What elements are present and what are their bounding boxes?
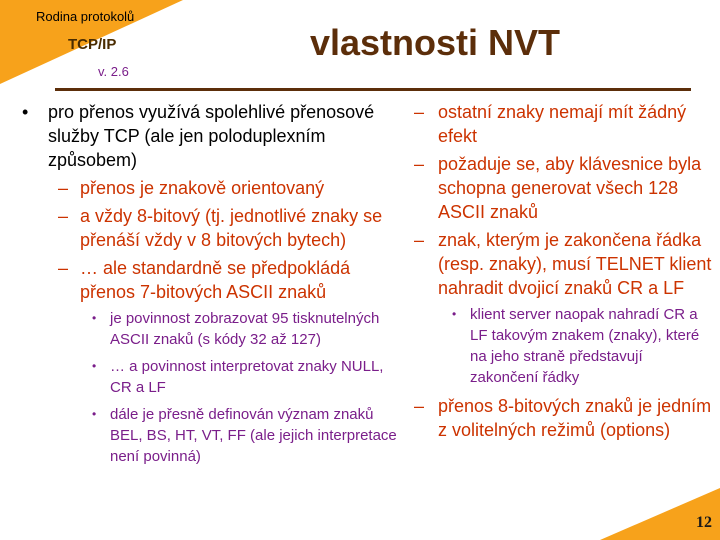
bullet-text: pro přenos využívá spolehlivé přenosové služby TCP (ale jen poloduplexním způsobem)	[48, 102, 375, 170]
bullet-level1	[18, 100, 398, 172]
dash-icon: –	[58, 206, 69, 226]
bullet-level3	[408, 304, 713, 388]
bullet-text: přenos 8-bitových znaků je jedním z volitelných režimů (options)	[438, 396, 712, 440]
bullet-dot-icon: •	[92, 359, 97, 373]
right-column	[408, 100, 713, 446]
bullet-level2	[408, 228, 713, 300]
bullet-level2	[18, 204, 398, 252]
brand-line-3: v. 2.6	[98, 64, 129, 79]
bullet-level2	[18, 256, 398, 304]
bullet-dot-icon: •	[92, 311, 97, 325]
left-column	[18, 100, 398, 473]
bullet-text: znak, kterým je zakončena řádka (resp. znaky), musí TELNET klient nahradit dvojicí znaků CR a LF	[438, 230, 712, 298]
bullet-level2	[408, 152, 713, 224]
bullet-level2	[408, 394, 713, 442]
bullet-level3	[18, 308, 398, 350]
dash-icon: –	[414, 230, 425, 250]
dash-icon: –	[414, 154, 425, 174]
dash-icon: –	[414, 396, 425, 416]
dash-icon: –	[58, 178, 69, 198]
bullet-level2	[18, 176, 398, 200]
bullet-dot-icon: •	[92, 407, 97, 421]
bullet-text: … a povinnost interpretovat znaky NULL, CR a LF	[110, 358, 384, 396]
bullet-text: a vždy 8-bitový (tj. jednotlivé znaky se přenáší vždy v 8 bitových bytech)	[80, 206, 383, 250]
bullet-dot-icon: •	[22, 102, 29, 122]
slide-title: vlastnosti NVT	[309, 22, 561, 63]
bullet-level3	[18, 356, 398, 398]
brand-block	[6, 5, 134, 88]
dash-icon: –	[58, 258, 69, 278]
bullet-level3	[18, 404, 398, 467]
page-number: 12	[696, 514, 712, 531]
bullet-dot-icon: •	[452, 307, 457, 321]
bullet-text: dále je přesně definován význam znaků BEL, BS, HT, VT, FF (ale jejich interpretace není povinná)	[110, 406, 397, 465]
brand-line-1: Rodina protokolů	[36, 9, 135, 24]
bullet-text: přenos je znakově orientovaný	[80, 178, 325, 198]
bullet-text: je povinnost zobrazovat 95 tisknutelných ASCII znaků (s kódy 32 až 127)	[110, 310, 380, 348]
title-divider	[55, 88, 691, 91]
bullet-level2	[408, 100, 713, 148]
bullet-text: ostatní znaky nemají mít žádný efekt	[438, 102, 687, 146]
brand-line-2: TCP/IP	[68, 36, 117, 53]
dash-icon: –	[414, 102, 425, 122]
bullet-text: … ale standardně se předpokládá přenos 7-bitových ASCII znaků	[80, 258, 351, 302]
bullet-text: požaduje se, aby klávesnice byla schopna generovat všech 128 ASCII znaků	[438, 154, 702, 222]
bullet-text: klient server naopak nahradí CR a LF takovým znakem (znaky), které na jeho straně představují zakončení řádky	[470, 306, 700, 386]
